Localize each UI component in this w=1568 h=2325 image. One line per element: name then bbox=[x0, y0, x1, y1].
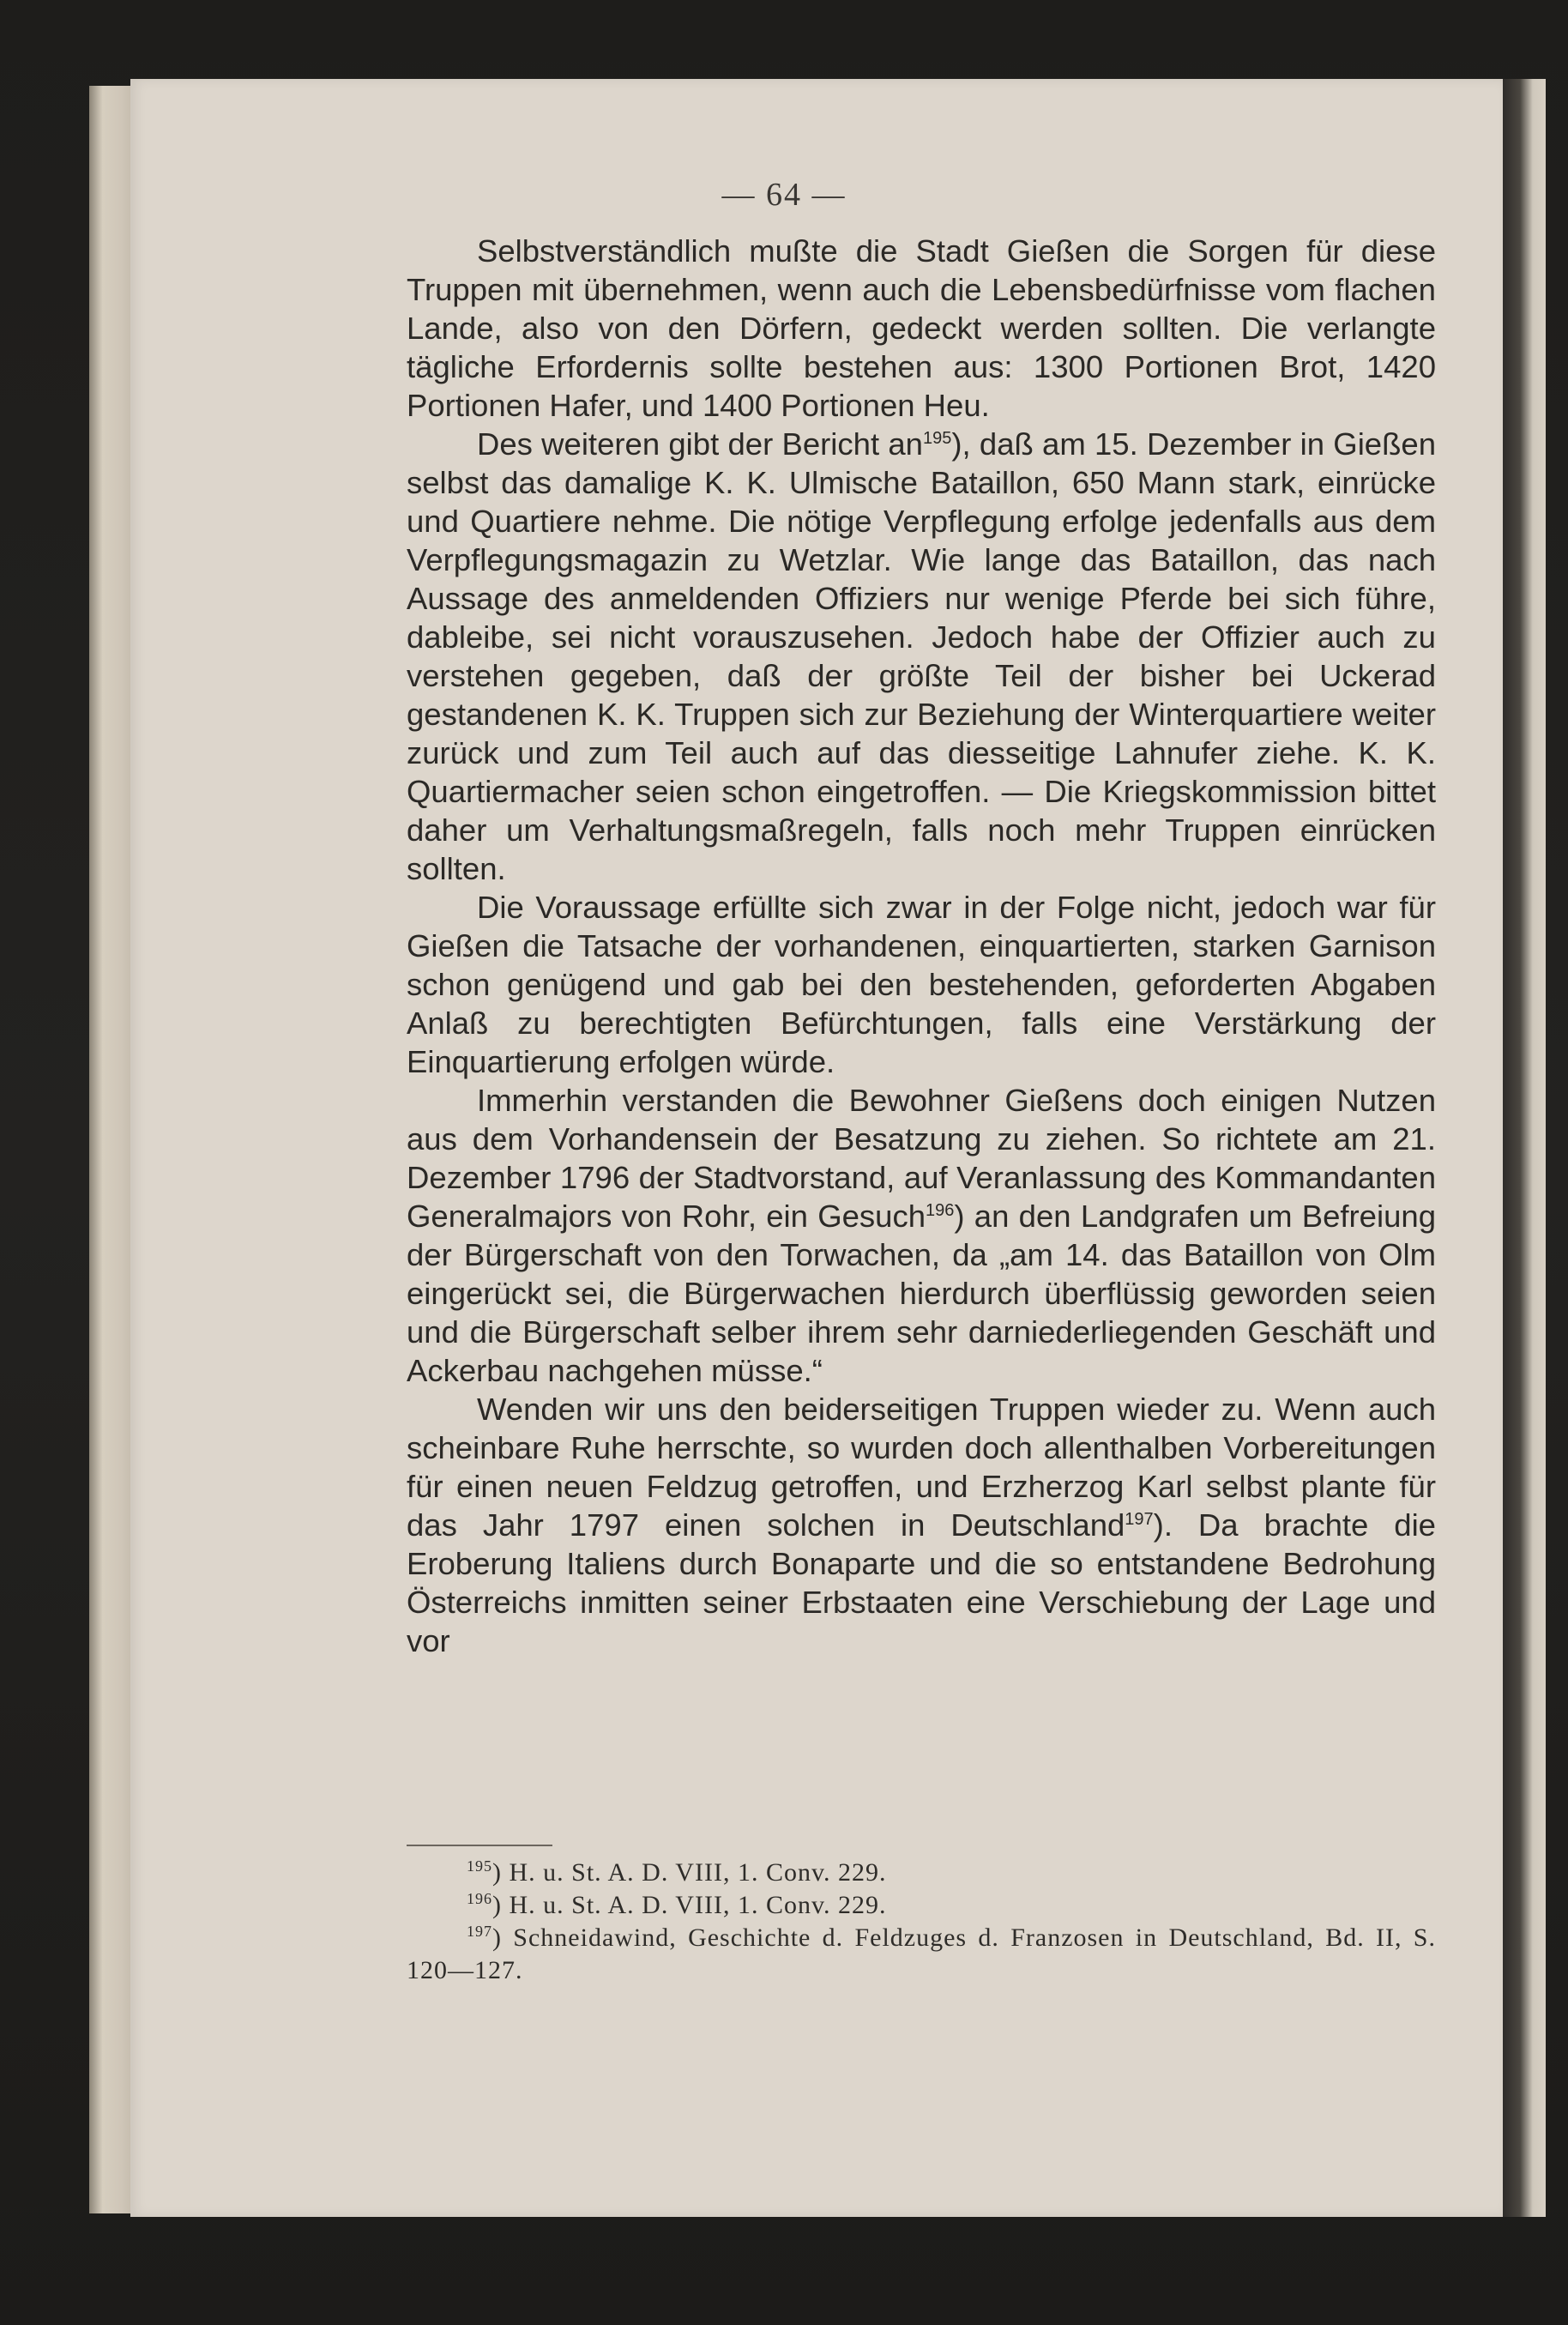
page-number: — 64 — bbox=[721, 177, 847, 213]
footnote-mark: 197 bbox=[467, 1923, 492, 1940]
footnote-text: ) Schneidawind, Geschichte d. Feldzuges d. Franzosen in Deutschland, Bd. II, S. 120—127. bbox=[407, 1923, 1436, 1984]
paragraph bbox=[407, 232, 1436, 425]
footnotes bbox=[407, 1857, 1436, 1987]
footnote-reference: 195 bbox=[922, 428, 952, 448]
paragraph bbox=[407, 1081, 1436, 1390]
footnote-text: ) H. u. St. A. D. VIII, 1. Conv. 229. bbox=[492, 1858, 887, 1887]
footnote-reference: 196 bbox=[926, 1200, 955, 1220]
footnote-mark: 195 bbox=[467, 1857, 492, 1875]
paragraph bbox=[407, 425, 1436, 888]
paragraph-text: Des weiteren gibt der Bericht an bbox=[477, 426, 923, 462]
footnote-reference: 197 bbox=[1125, 1509, 1154, 1529]
footnote bbox=[407, 1922, 1436, 1987]
page-edge-right bbox=[1503, 79, 1546, 2217]
paragraph-text: Immerhin verstanden die Bewohner Gießens doch einigen Nutzen aus dem Vorhandensein der Besatzung zu ziehen. So richtete am 21. Dezember 1796 der Stadtvorstand, auf Veranlassung des Kommandanten Generalmajors von Rohr, ein Gesuch bbox=[407, 1083, 1436, 1234]
paragraph-text: Die Voraussage erfüllte sich zwar in der Folge nicht, jedoch war für Gießen die Tatsache der vorhandenen, einquartierten, starken Garnison schon genügend und gab bei den bestehenden, geforderten Abgaben Anlaß zu berechtigten Befürchtungen, falls eine Verstärkung der Einquartierung erfolgen würde. bbox=[407, 890, 1436, 1079]
paragraph-text: ). Da brachte die Eroberung Italiens durch Bonaparte und die so entstandene Bedrohung Österreichs inmitten seiner Erbstaaten eine Verschiebung der Lage und vor bbox=[407, 1507, 1436, 1658]
footnote bbox=[407, 1889, 1436, 1922]
body-text bbox=[407, 232, 1436, 1660]
paragraph bbox=[407, 888, 1436, 1081]
paragraph-text: Selbstverständlich mußte die Stadt Gießen die Sorgen für diese Truppen mit übernehmen, wenn auch die Lebensbedürfnisse vom flachen Lande, also von den Dörfern, gedeckt werden sollten. Die verlangte tägliche Erfordernis sollte bestehen aus: 1300 Portionen Brot, 1420 Portionen Hafer, und 1400 Portionen Heu. bbox=[407, 233, 1436, 423]
footnote bbox=[407, 1857, 1436, 1889]
paragraph-text: Wenden wir uns den beiderseitigen Truppen wieder zu. Wenn auch scheinbare Ruhe herrschte, so wurden doch allenthalben Vorbereitungen für einen neuen Feldzug getroffen, und Erzherzog Karl selbst plante für das Jahr 1797 einen solchen in Deutschland bbox=[407, 1392, 1436, 1543]
paragraph-text: ), daß am 15. Dezember in Gießen selbst das damalige K. K. Ulmische Bataillon, 650 Mann stark, einrücke und Quartiere nehme. Die nötige Verpflegung erfolge jedenfalls aus dem Verpflegungsmagazin zu Wetzlar. Wie lange das Bataillon, das nach Aussage des anmeldenden Offiziers nur wenige Pferde bei sich führe, dableibe, sei nicht vorauszusehen. Jedoch habe der Offizier auch zu verstehen gegeben, daß der größte Teil der bisher bei Uckerad gestandenen K. K. Truppen sich zur Beziehung der Winterquartiere weiter zurück und zum Teil auch auf das diesseitige Lahnufer ziehe. K. K. Quartiermacher seien schon eingetroffen. — Die Kriegskommission bittet daher um Verhaltungsmaßregeln, falls noch mehr Truppen einrücken sollten. bbox=[407, 426, 1436, 886]
paragraph bbox=[407, 1390, 1436, 1660]
paragraph-text: ) an den Landgrafen um Befreiung der Bürgerschaft von den Torwachen, da „am 14. das Bataillon von Olm eingerückt sei, die Bürgerwachen hierdurch überflüssig geworden seien und die Bürgerschaft selber ihrem sehr darniederliegenden Geschäft und Ackerbau nachgehen müsse.“ bbox=[407, 1199, 1436, 1388]
footnote-mark: 196 bbox=[467, 1890, 492, 1907]
footnote-text: ) H. u. St. A. D. VIII, 1. Conv. 229. bbox=[492, 1891, 887, 1919]
footnote-rule bbox=[407, 1845, 552, 1846]
